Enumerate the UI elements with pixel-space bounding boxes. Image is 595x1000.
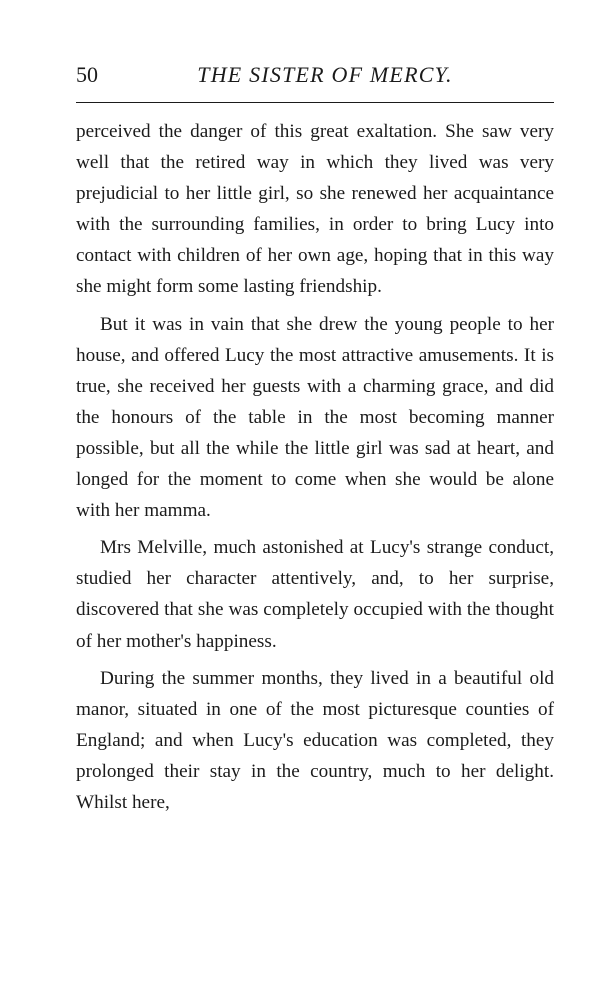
body-text bbox=[76, 116, 554, 824]
running-title: THE SISTER OF MERCY. bbox=[197, 62, 453, 87]
page-header bbox=[76, 60, 554, 90]
header-rule bbox=[76, 102, 554, 103]
paragraph: But it was in vain that she drew the young people to her house, and offered Lucy the most attractive amusements. It is true, she received her guests with a charming grace, and did the honours of the table in the most becoming manner possible, but all the while the little girl was sad at heart, and longed for the moment to come when she would be alone with her mamma. bbox=[76, 313, 554, 522]
page-number: 50 bbox=[76, 62, 98, 87]
paragraph: perceived the danger of this great exaltation. She saw very well that the retired way in which they lived was very prejudicial to her little girl, so she renewed her acquaintance with the surrounding families, in order to bring Lucy into contact with children of her own age, hoping that in this way she might form some lasting friendship. bbox=[76, 121, 554, 298]
paragraph: Mrs Melville, much astonished at Lucy's strange conduct, studied her character attentively, and, to her surprise, discovered that she was completely occupied with the thought of her mother's happiness. bbox=[76, 537, 554, 652]
paragraph: During the summer months, they lived in a beautiful old manor, situated in one of the most picturesque counties of England; and when Lucy's education was completed, they prolonged their stay in the country, much to her delight. Whilst here, bbox=[76, 667, 554, 813]
